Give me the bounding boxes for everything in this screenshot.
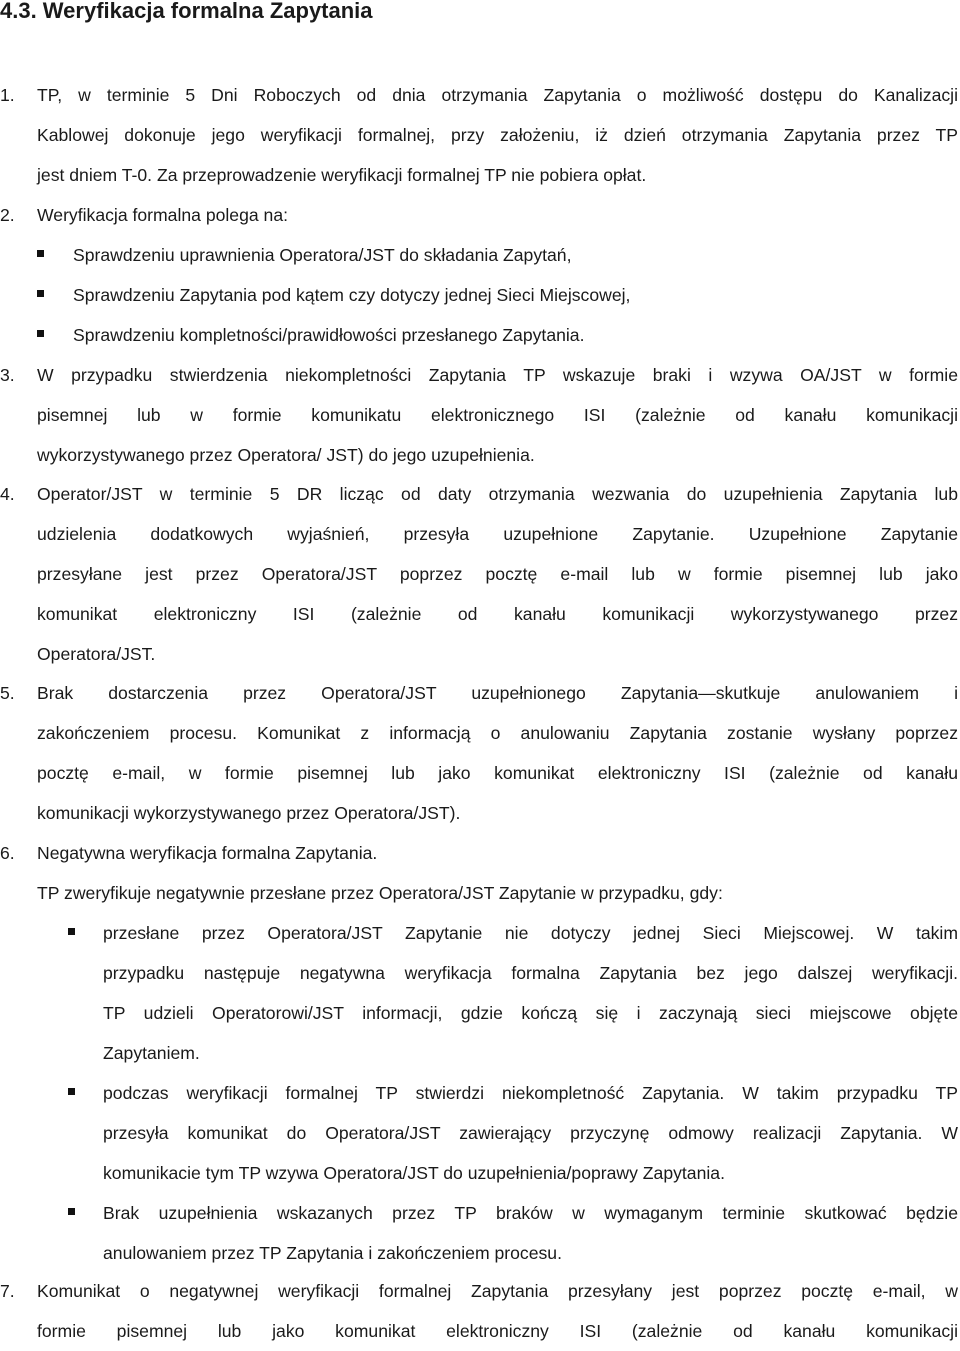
bullet-text: przesyła komunikat do Operatora/JST zawierający przyczynę odmowy realizacji Zapytania. W <box>103 1123 958 1143</box>
bullet-text: przesłane przez Operatora/JST Zapytanie nie dotyczy jednej Sieci Miejscowej. W takim <box>103 923 958 943</box>
bullet-text: komunikacie tym TP wzywa Operatora/JST do uzupełnienia/poprawy Zapytania. <box>103 1163 725 1183</box>
bullet-square-icon <box>37 290 44 297</box>
list-item-5 <box>0 673 958 833</box>
item-number: 2. <box>0 205 15 225</box>
item-number: 3. <box>0 365 15 385</box>
bullet-text: podczas weryfikacji formalnej TP stwierdzi niekompletność Zapytania. W takim przypadku TP <box>103 1083 958 1103</box>
text-line: Kablowej dokonuje jego weryfikacji formalnej, przy założeniu, iż dzień otrzymania Zapytania przez TP <box>37 125 958 145</box>
bullet-item <box>37 315 958 355</box>
list-item-3 <box>0 355 958 475</box>
bullet-square-icon <box>37 330 44 337</box>
bullet-text: Sprawdzeniu kompletności/prawidłowości przesłanego Zapytania. <box>73 325 585 345</box>
item-body <box>37 1271 958 1351</box>
text-line: Komunikat o negatywnej weryfikacji formalnej Zapytania przesyłany jest poprzez pocztę e-mail, w <box>37 1281 958 1301</box>
text-line: TP zweryfikuje negatywnie przesłane przez Operatora/JST Zapytanie w przypadku, gdy: <box>37 883 723 903</box>
bullet-square-icon <box>68 928 75 935</box>
text-line: przesyłane jest przez Operatora/JST poprzez pocztę e-mail lub w formie pisemnej lub jako <box>37 564 958 584</box>
bullet-square-icon <box>37 250 44 257</box>
bullet-item <box>37 235 958 275</box>
item-body <box>37 195 958 355</box>
text-line: zakończeniem procesu. Komunikat z informacją o anulowaniu Zapytania zostanie wysłany poprzez <box>37 723 958 743</box>
list-item-1 <box>0 75 958 195</box>
item-body <box>37 355 958 475</box>
bullet-item <box>37 1073 958 1193</box>
item-body <box>37 474 958 674</box>
text-line: Weryfikacja formalna polega na: <box>37 205 289 225</box>
list-item-7 <box>0 1271 958 1351</box>
text-line: Negatywna weryfikacja formalna Zapytania. <box>37 843 378 863</box>
item-number: 7. <box>0 1281 15 1301</box>
bullet-text: przypadku następuje negatywna weryfikacja formalna Zapytania bez jego dalszej weryfikacji. <box>103 963 958 983</box>
text-line: W przypadku stwierdzenia niekompletności Zapytania TP wskazuje braki i wzywa OA/JST w formie <box>37 365 958 385</box>
item-body <box>37 673 958 833</box>
bullet-item <box>37 1193 958 1273</box>
bullet-text: Brak uzupełnienia wskazanych przez TP braków w wymaganym terminie skutkować będzie <box>103 1203 958 1223</box>
bullet-text: TP udzieli Operatorowi/JST informacji, gdzie kończą się i zaczynają sieci miejscowe objęte <box>103 1003 958 1023</box>
text-line: udzielenia dodatkowych wyjaśnień, przesyła uzupełnione Zapytanie. Uzupełnione Zapytanie <box>37 524 958 544</box>
text-line: komunikat elektroniczny ISI (zależnie od kanału komunikacji wykorzystywanego przez <box>37 604 958 624</box>
bullet-text: Sprawdzeniu uprawnienia Operatora/JST do składania Zapytań, <box>73 245 572 265</box>
text-line: TP, w terminie 5 Dni Roboczych od dnia otrzymania Zapytania o możliwość dostępu do Kanalizacji <box>37 85 958 105</box>
item-body <box>37 75 958 195</box>
list-item-2 <box>0 195 958 355</box>
list-item-4 <box>0 474 958 674</box>
list-item-6 <box>0 833 958 1273</box>
text-line: komunikacji wykorzystywanego przez Operatora/JST). <box>37 803 461 823</box>
text-line: pisemnej lub w formie komunikatu elektronicznego ISI (zależnie od kanału komunikacji <box>37 405 958 425</box>
item-number: 1. <box>0 85 15 105</box>
item-body <box>37 833 958 1273</box>
bullet-item <box>37 913 958 1073</box>
section-heading: 4.3. Weryfikacja formalna Zapytania <box>0 0 373 23</box>
bullet-text: Sprawdzeniu Zapytania pod kątem czy dotyczy jednej Sieci Miejscowej, <box>73 285 631 305</box>
text-line: Operatora/JST. <box>37 644 156 664</box>
item-number: 6. <box>0 843 15 863</box>
text-line: wykorzystywanego przez Operatora/ JST) do jego uzupełnienia. <box>37 445 535 465</box>
item-number: 4. <box>0 484 15 504</box>
text-line: Brak dostarczenia przez Operatora/JST uzupełnionego Zapytania—skutkuje anulowaniem i <box>37 683 958 703</box>
bullet-item <box>37 275 958 315</box>
bullet-text: anulowaniem przez TP Zapytania i zakończeniem procesu. <box>103 1243 562 1263</box>
bullet-square-icon <box>68 1088 75 1095</box>
text-line: jest dniem T-0. Za przeprowadzenie weryfikacji formalnej TP nie pobiera opłat. <box>37 165 647 185</box>
text-line: Operator/JST w terminie 5 DR licząc od daty otrzymania wezwania do uzupełnienia Zapytania lub <box>37 484 958 504</box>
bullet-text: Zapytaniem. <box>103 1043 200 1063</box>
text-line: formie pisemnej lub jako komunikat elektroniczny ISI (zależnie od kanału komunikacji <box>37 1321 958 1341</box>
bullet-square-icon <box>68 1208 75 1215</box>
text-line: pocztę e-mail, w formie pisemnej lub jako komunikat elektroniczny ISI (zależnie od kanału <box>37 763 958 783</box>
item-number: 5. <box>0 683 15 703</box>
